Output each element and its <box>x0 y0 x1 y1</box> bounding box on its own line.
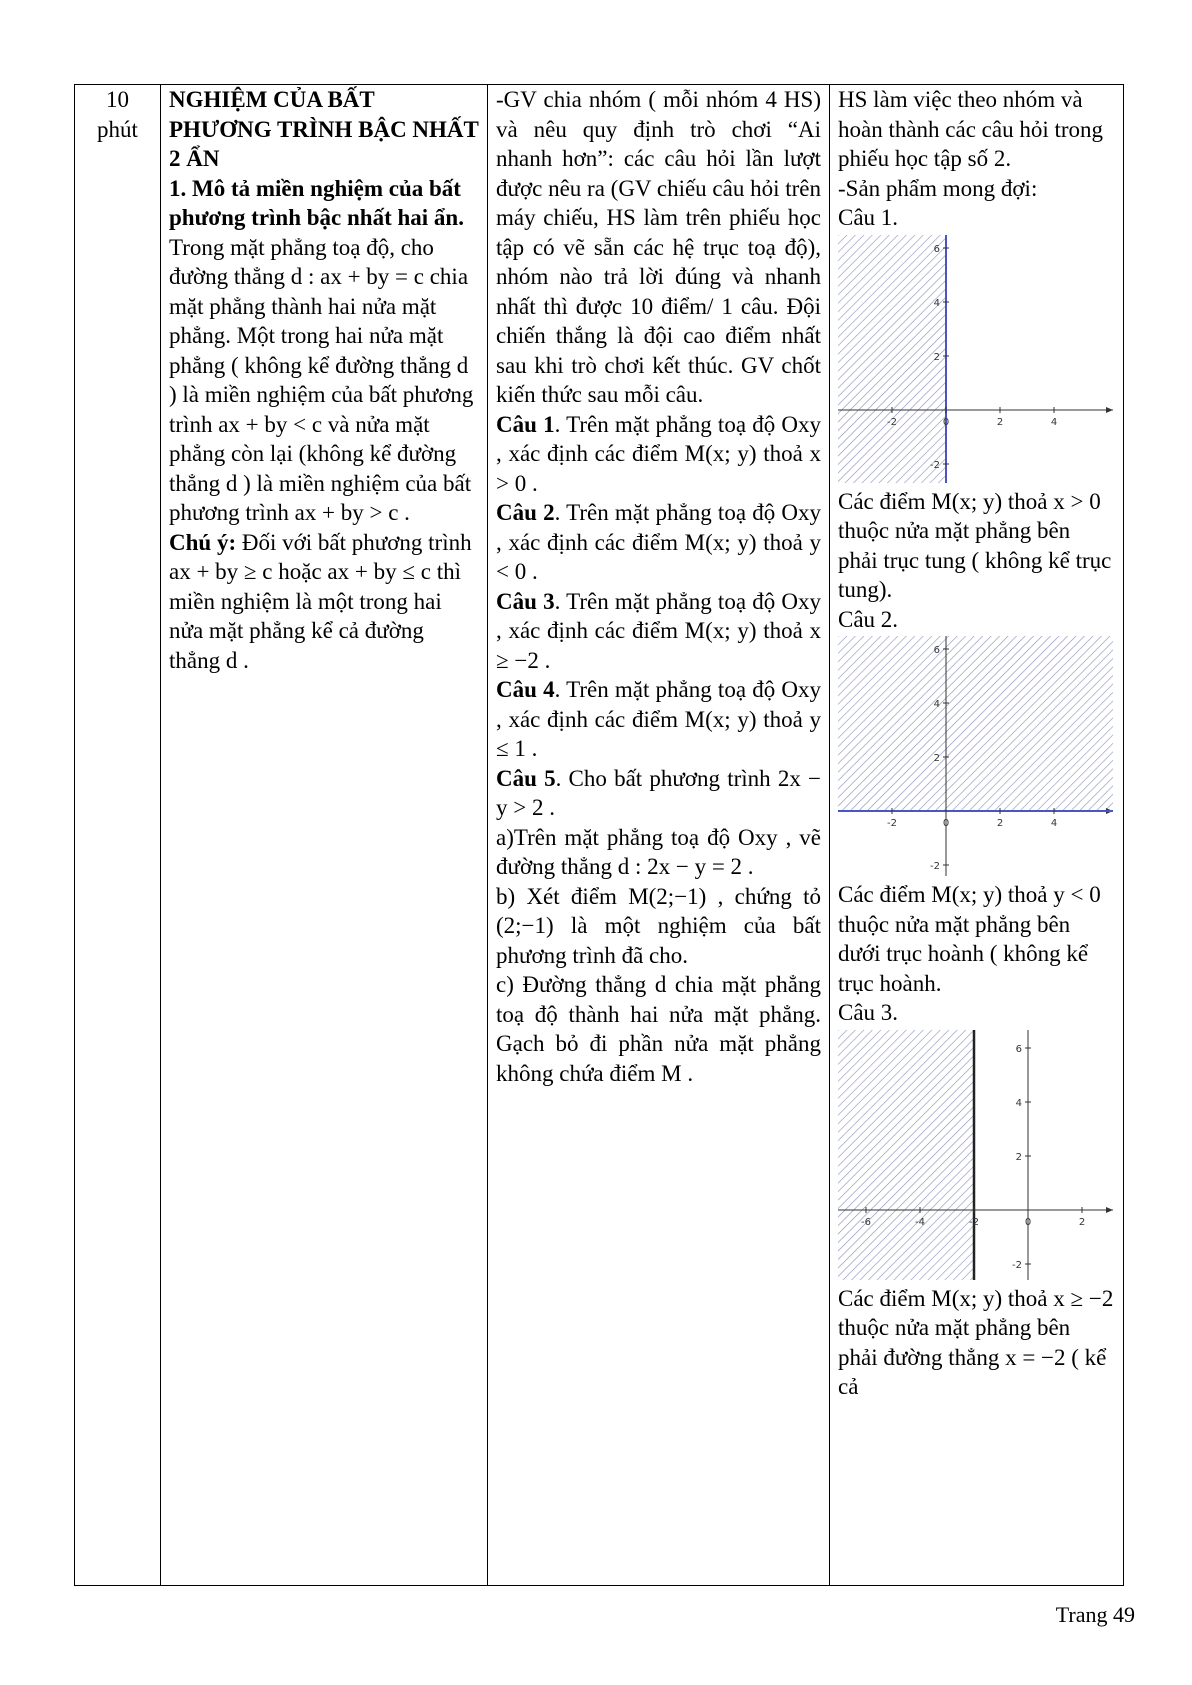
y-tick-label: 2 <box>933 351 940 363</box>
x-tick-label: -6 <box>861 1216 871 1228</box>
x-axis-arrow <box>1106 1207 1113 1213</box>
question-5a: a)Trên mặt phẳng toạ độ Oxy , vẽ đường thẳng d : 2x − y = 2 . <box>496 824 821 879</box>
note-label: Chú ý: <box>169 529 237 555</box>
answer-2-label: Câu 2. <box>838 606 899 632</box>
x-tick-label: -4 <box>915 1216 925 1228</box>
y-tick-label: -2 <box>930 459 940 471</box>
time-value: 10 <box>106 87 129 112</box>
content-paragraph: Trong mặt phẳng toạ độ, cho đường thẳng d : ax + by = c chia mặt phẳng thành hai nửa mặt phẳng. Một trong hai nửa mặt phẳng ( không kể đường thẳng d ) là miền nghiệm của bất phương trình ax + by < c và nửa mặt phẳng còn lại (không kể đường thẳng d ) là miền nghiệm của bất phương trình ax + by > c . <box>169 234 474 525</box>
content-cell <box>161 85 488 1586</box>
x-tick-label: 0 <box>942 818 950 829</box>
x-tick-label: 4 <box>1050 818 1058 829</box>
y-tick-label: -2 <box>1012 1259 1022 1271</box>
y-tick-label: 4 <box>933 297 940 309</box>
student-cell <box>830 85 1124 1586</box>
shaded-region <box>838 235 946 483</box>
x-tick-label: -2 <box>887 818 897 829</box>
question-3-text: . Trên mặt phẳng toạ độ Oxy , xác định các điểm M(x; y) thoả x ≥ −2 . <box>496 588 821 673</box>
x-tick-label: 2 <box>1078 1216 1086 1228</box>
y-tick-label: 4 <box>933 699 940 710</box>
x-axis-arrow <box>1106 407 1113 413</box>
x-tick-label: -2 <box>887 416 897 428</box>
question-3-label: Câu 3 <box>496 588 555 614</box>
question-4-label: Câu 4 <box>496 677 555 702</box>
question-5c: c) Đường thẳng d chia mặt phẳng toạ độ thành hai nửa mặt phẳng. Gạch bỏ đi phần nửa mặt phẳng không chứa điểm M . <box>496 972 821 1086</box>
content-section: 1. Mô tả miền nghiệm của bất phương trình bậc nhất hai ẩn. <box>169 175 464 230</box>
question-4-text: . Trên mặt phẳng toạ độ Oxy , xác định các điểm M(x; y) thoả y ≤ 1 . <box>496 677 821 761</box>
answer-1-label: Câu 1. <box>838 205 899 230</box>
time-cell <box>75 85 161 1586</box>
question-4 <box>496 675 821 764</box>
graph-question-3 <box>838 1030 1113 1280</box>
y-tick-label: -2 <box>930 861 940 872</box>
y-tick-label: 2 <box>1015 1151 1022 1163</box>
student-expected: -Sản phẩm mong đợi: <box>838 175 1038 201</box>
shaded-region <box>838 636 1113 811</box>
student-intro: HS làm việc theo nhóm và hoàn thành các câu hỏi trong phiếu học tập số 2. <box>838 87 1104 171</box>
question-1-text: . Trên mặt phẳng toạ độ Oxy , xác định các điểm M(x; y) thoả x > 0 . <box>496 411 821 496</box>
x-tick-label: 0 <box>942 416 950 428</box>
question-5-label: Câu 5 <box>496 765 556 791</box>
question-1-label: Câu 1 <box>496 411 555 437</box>
x-tick-label: -2 <box>969 1216 979 1228</box>
question-2-label: Câu 2 <box>496 500 555 525</box>
x-tick-label: 2 <box>996 416 1004 428</box>
answer-3-label: Câu 3. <box>838 1000 899 1025</box>
x-tick-label: 4 <box>1050 416 1058 428</box>
y-tick-label: 6 <box>1015 1043 1022 1055</box>
y-tick-label: 2 <box>933 753 940 764</box>
teacher-cell <box>488 85 830 1586</box>
answer-3-text: Các điểm M(x; y) thoả x ≥ −2 thuộc nửa mặt phẳng bên phải đường thẳng x = −2 ( kể cả <box>838 1285 1114 1399</box>
teacher-intro: -GV chia nhóm ( mỗi nhóm 4 HS) và nêu quy định trò chơi “Ai nhanh hơn”: các câu hỏi lần lượt được nêu ra (GV chiếu câu hỏi trên máy chiếu, HS làm trên phiếu học tập có vẽ sẵn các hệ trục toạ độ), nhóm nào trả lời đúng và nhanh nhất thì được 10 điểm/ 1 câu. Đội chiến thắng là đội cao điểm nhất sau khi trò chơi kết thúc. GV chốt kiến thức sau mỗi câu. <box>496 87 821 407</box>
question-5-text: . Cho bất phương trình 2x − y > 2 . <box>496 765 822 820</box>
answer-1-text: Các điểm M(x; y) thoả x > 0 thuộc nửa mặt phẳng bên phải trục tung ( không kể trục tung). <box>838 488 1112 602</box>
content-title: NGHIỆM CỦA BẤT PHƯƠNG TRÌNH BẬC NHẤT 2 ẨN <box>169 87 479 171</box>
question-5 <box>496 764 821 823</box>
y-tick-label: 6 <box>933 243 940 255</box>
note-text: Đối với bất phương trình ax + by ≥ c hoặc ax + by ≤ c thì miền nghiệm là một trong hai nửa mặt phẳng kể cả đường thẳng d . <box>169 529 472 673</box>
graph-question-2 <box>838 636 1113 876</box>
question-1 <box>496 410 821 499</box>
y-tick-label: 6 <box>933 645 940 656</box>
graph-question-1 <box>838 235 1113 483</box>
question-5b: b) Xét điểm M(2;−1) , chứng tỏ (2;−1) là một nghiệm của bất phương trình đã cho. <box>496 883 821 968</box>
time-unit: phút <box>97 116 138 142</box>
answer-2-text: Các điểm M(x; y) thoả y < 0 thuộc nửa mặt phẳng bên dưới trục hoành ( không kể trục hoành. <box>838 882 1101 996</box>
lesson-table <box>74 84 1124 1586</box>
y-tick-label: 4 <box>1015 1097 1022 1109</box>
question-2 <box>496 498 821 587</box>
shaded-region <box>838 1030 974 1280</box>
x-tick-label: 0 <box>1024 1216 1032 1228</box>
content-note <box>169 528 479 676</box>
x-tick-label: 2 <box>996 818 1004 829</box>
question-3 <box>496 587 821 676</box>
question-2-text: . Trên mặt phẳng toạ độ Oxy , xác định các điểm M(x; y) thoả y < 0 . <box>496 500 821 584</box>
page-number: Trang 49 <box>1055 1602 1135 1627</box>
